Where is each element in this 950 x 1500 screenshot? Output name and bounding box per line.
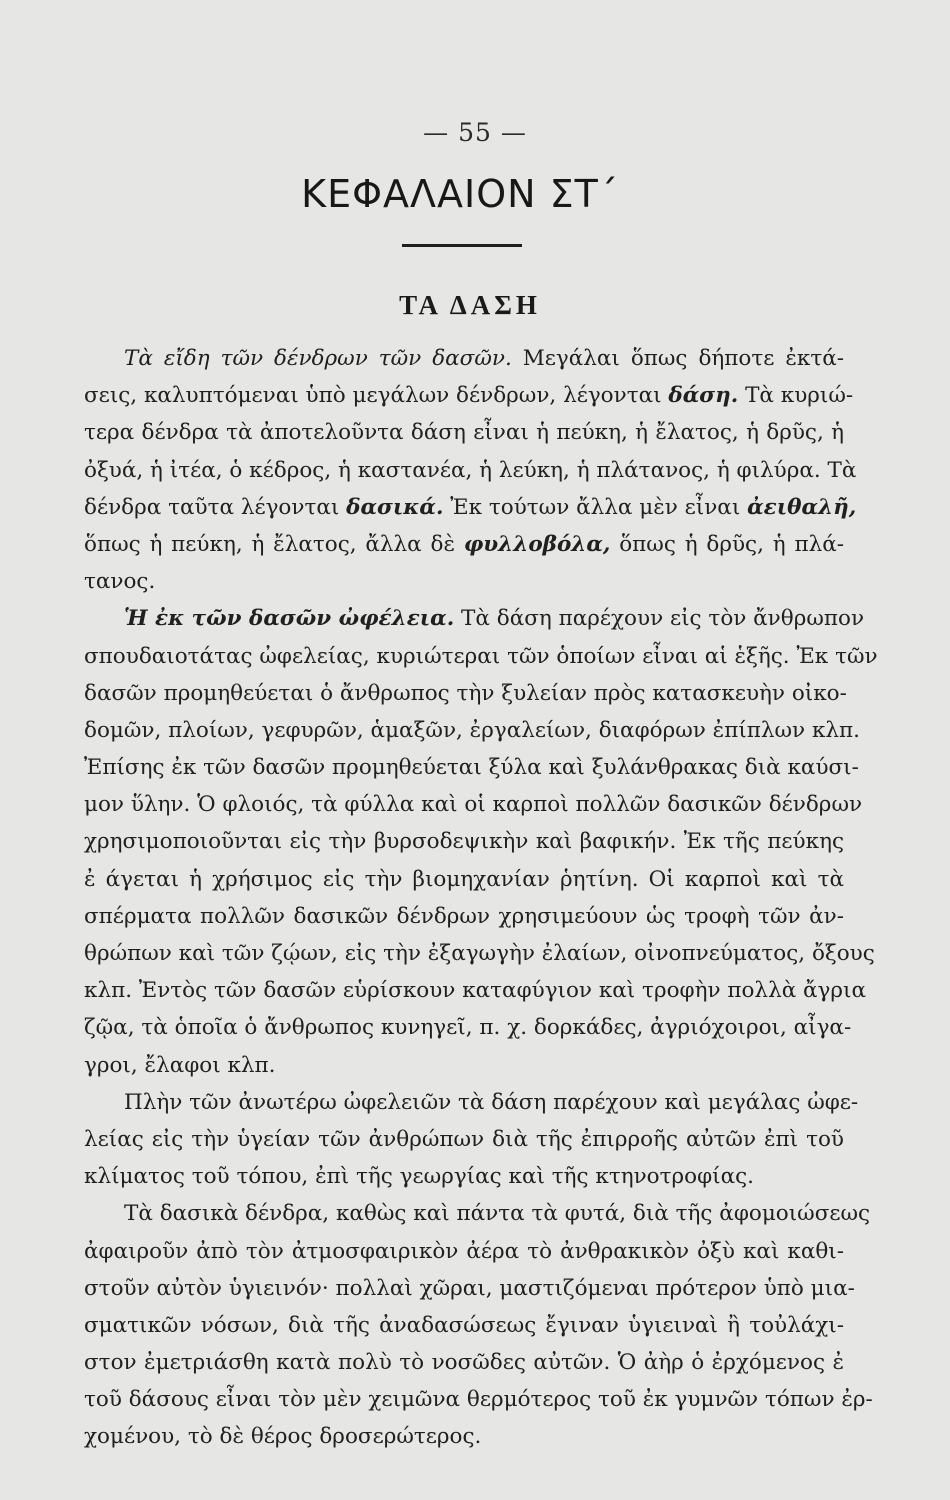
paragraph-1-line — [84, 526, 844, 563]
text-run: Ἐκ τούτων ἄλλα μὲν εἶναι — [443, 494, 748, 520]
page-number: — 55 — — [423, 118, 527, 147]
paragraph-2-line: χρησιμοποιοῦνται εἰς τὴν βυρσοδεψικὴν καὶ βαφικήν. Ἐκ τῆς πεύκης — [84, 829, 844, 855]
paragraph-1-line: τερα δένδρα τὰ ἀποτελοῦντα δάση εἶναι ἡ πεύκη, ἡ ἔλατος, ἡ δρῦς, ἡ — [84, 420, 844, 446]
paragraph-2-heading: Ἡ ἐκ τῶν δασῶν ὠφέλεια. — [124, 606, 455, 632]
emphasis: δάση. — [668, 383, 739, 409]
paragraph-2-line: κλπ. Ἐντὸς τῶν δασῶν εὑρίσκουν καταφύγιον καὶ τροφὴν πολλὰ ἄγρια — [84, 978, 866, 1004]
paragraph-2-line: μον ὕλην. Ὁ φλοιός, τὰ φύλλα καὶ οἱ καρποὶ πολλῶν δασικῶν δένδρων — [84, 792, 863, 818]
section-title: ΤΑ ΔΑΣΗ — [399, 290, 541, 320]
emphasis: ἀειθαλῆ, — [747, 494, 857, 520]
paragraph-3-line: λείας εἰς τὴν ὑγείαν τῶν ἀνθρώπων διὰ τῆς ἐπιρροῆς αὐτῶν ἐπὶ τοῦ — [84, 1126, 844, 1152]
paragraph-4-line: σματικῶν νόσων, διὰ τῆς ἀναδασώσεως ἔγιναν ὑγιειναὶ ἢ τοὐλάχι- — [84, 1312, 844, 1338]
paragraph-4-line: τοῦ δάσους εἶναι τὸν μὲν χειμῶνα θερμότερος τοῦ ἐκ γυμνῶν τόπων ἐρ- — [84, 1387, 873, 1413]
paragraph-2-line: δασῶν προμηθεύεται ὁ ἄνθρωπος τὴν ξυλείαν πρὸς κατασκευὴν οἰκο- — [84, 680, 847, 706]
text-run: ὅπως ἡ πεύκη, ἡ ἔλατος, ἄλλα δὲ — [84, 531, 464, 557]
text-run: δένδρα ταῦτα λέγονται — [84, 494, 347, 520]
paragraph-2-line: σπουδαιοτάτας ὠφελείας, κυριώτεραι τῶν ὁποίων εἶναι αἱ ἑξῆς. Ἐκ τῶν — [84, 643, 878, 669]
paragraph-1-line — [84, 489, 857, 526]
paragraph-3-line: κλίματος τοῦ τόπου, ἐπὶ τῆς γεωργίας καὶ τῆς κτηνοτροφίας. — [84, 1164, 754, 1190]
paragraph-3-line: Πλὴν τῶν ἀνωτέρω ὠφελειῶν τὰ δάση παρέχουν καὶ μεγάλας ὠφε- — [124, 1089, 859, 1115]
chapter-title: ΚΕΦΑΛΑΙΟΝ ΣΤ΄ — [301, 172, 619, 216]
body-text — [84, 340, 878, 1456]
paragraph-2-line: δομῶν, πλοίων, γεφυρῶν, ἁμαξῶν, ἐργαλείων, διαφόρων ἐπίπλων κλπ. — [84, 717, 860, 743]
paragraph-4-line: στοῦν αὐτὸν ὑγιεινόν· πολλαὶ χῶραι, μαστιζόμεναι πρότερον ὑπὸ μια- — [84, 1275, 855, 1301]
paragraph-1-line: ὀξυά, ἡ ἰτέα, ὁ κέδρος, ἡ καστανέα, ἡ λεύκη, ἡ πλάτανος, ἡ φιλύρα. Τὰ — [84, 457, 857, 483]
paragraph-4-line: στον ἐμετριάσθη κατὰ πολὺ τὸ νοσῶδες αὐτῶν. Ὁ ἀὴρ ὁ ἐρχόμενος ἐ — [84, 1350, 844, 1376]
paragraph-4-line: Τὰ δασικὰ δένδρα, καθὼς καὶ πάντα τὰ φυτά, διὰ τῆς ἀφομοιώσεως — [124, 1201, 871, 1227]
paragraph-4-line: ἀφαιροῦν ἀπὸ τὸν ἀτμοσφαιρικὸν ἀέρα τὸ ἀνθρακικὸν ὀξὺ καὶ καθι- — [84, 1238, 844, 1264]
paragraph-1-line: τανος. — [84, 569, 156, 595]
text-run: Τὰ δάση παρέχουν εἰς τὸν ἄνθρωπον — [454, 606, 865, 632]
paragraph-2-line: Ἐπίσης ἐκ τῶν δασῶν προμηθεύεται ξύλα καὶ ξυλάνθρακας διὰ καύσι- — [84, 755, 859, 781]
paragraph-2-line — [84, 600, 865, 637]
paragraph-2-line: ἐ άγεται ἡ χρήσιμος εἰς τὴν βιομηχανίαν ῥητίνη. Οἱ καρποὶ καὶ τὰ — [84, 866, 844, 892]
paragraph-2-line: γροι, ἔλαφοι κλπ. — [84, 1052, 276, 1078]
text-run: ὅπως ἡ δρῦς, ἡ πλά- — [610, 531, 844, 557]
emphasis: δασικά. — [346, 494, 444, 520]
text-run: Τὰ κυριώ- — [738, 383, 854, 409]
title-rule — [402, 244, 522, 247]
paragraph-1-line — [84, 340, 844, 377]
paragraph-2-line: θρώπων καὶ τῶν ζῴων, εἰς τὴν ἐξαγωγὴν ἐλαίων, οἰνοπνεύματος, ὄξους — [84, 941, 875, 966]
paragraph-1-heading: Τὰ εἴδη τῶν δένδρων τῶν δασῶν. — [124, 346, 512, 371]
emphasis: φυλλοβόλα, — [463, 531, 611, 557]
text-run: Μεγάλαι ὅπως δήποτε ἐκτά- — [511, 346, 844, 371]
paragraph-2-line: ζῷα, τὰ ὁποῖα ὁ ἄνθρωπος κυνηγεῖ, π. χ. δορκάδες, ἀγριόχοιροι, αἶγα- — [84, 1015, 852, 1041]
paragraph-1-line — [84, 377, 854, 414]
text-run: σεις, καλυπτόμεναι ὑπὸ μεγάλων δένδρων, λέγονται — [84, 383, 669, 409]
paragraph-4-line: χομένου, τὸ δὲ θέρος δροσερώτερος. — [84, 1424, 482, 1450]
paragraph-2-line: σπέρματα πολλῶν δασικῶν δένδρων χρησιμεύουν ὡς τροφὴ τῶν ἀν- — [84, 903, 844, 929]
